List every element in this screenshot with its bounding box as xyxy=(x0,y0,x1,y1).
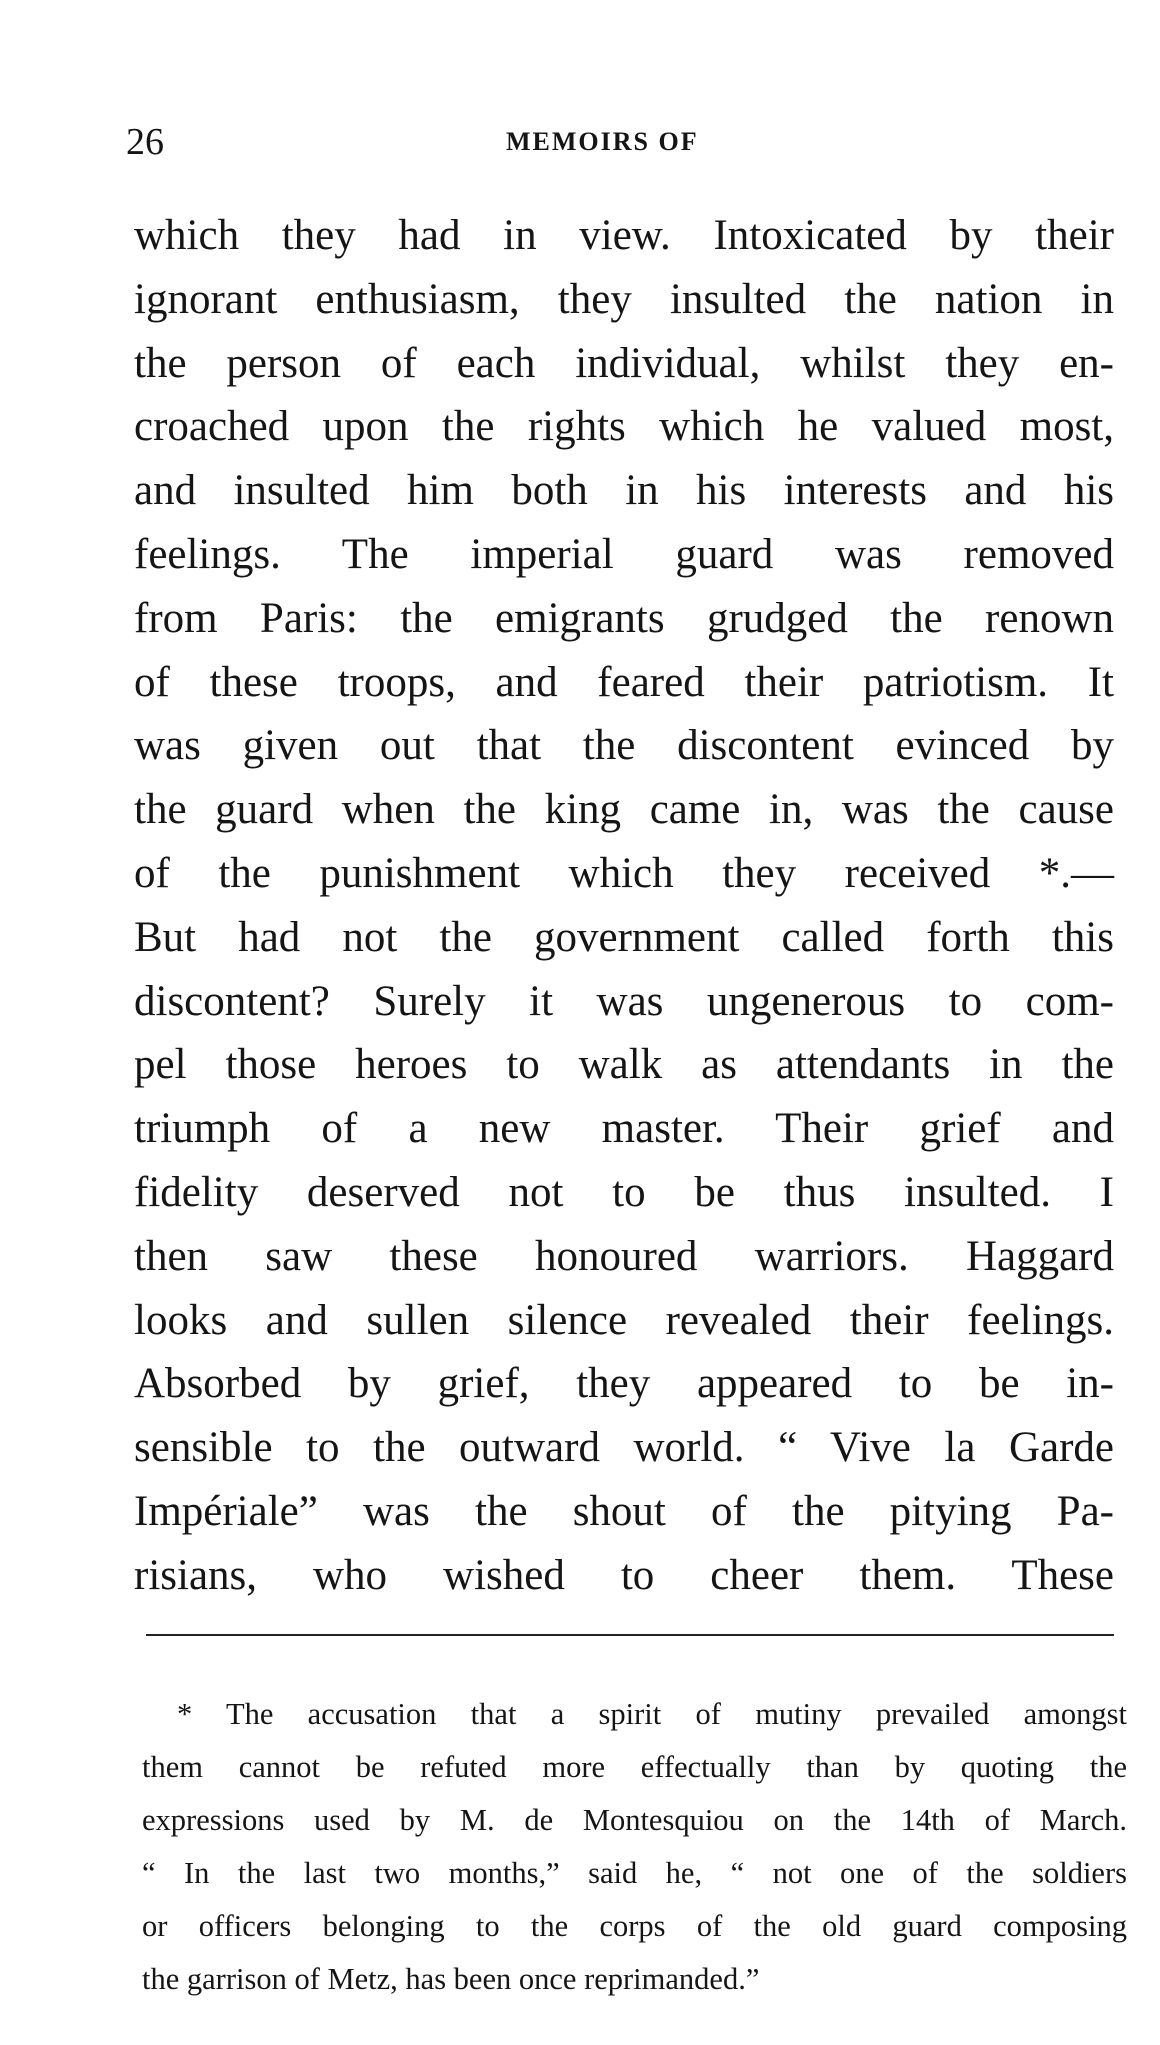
body-line: ignorant enthusiasm, they insulted the nation in xyxy=(134,275,1114,323)
footnote-line: “ In the last two months,” said he, “ not one of the soldiers xyxy=(142,1856,1127,1890)
body-line: triumph of a new master. Their grief and xyxy=(134,1105,1114,1153)
body-line: the person of each individual, whilst they en- xyxy=(134,339,1114,387)
body-text xyxy=(134,204,1114,1608)
body-line: and insulted him both in his interests and his xyxy=(134,467,1114,515)
body-line: croached upon the rights which he valued most, xyxy=(134,403,1114,451)
body-line: feelings. The imperial guard was removed xyxy=(134,530,1114,578)
body-line: which they had in view. Intoxicated by their xyxy=(134,212,1114,259)
footnote-line: or officers belonging to the corps of the old guard composing xyxy=(142,1909,1127,1943)
body-line: Absorbed by grief, they appeared to be in- xyxy=(134,1360,1114,1408)
body-line: looks and sullen silence revealed their feelings. xyxy=(134,1296,1114,1344)
body-line: risians, who wished to cheer them. These xyxy=(134,1551,1114,1599)
body-line: fidelity deserved not to be thus insulted. I xyxy=(134,1168,1114,1216)
page-number: 26 xyxy=(126,121,164,163)
footnote-divider xyxy=(146,1634,1114,1636)
body-line: of these troops, and feared their patriotism. It xyxy=(134,658,1114,706)
footnote-line: expressions used by M. de Montesquiou on the 14th of March. xyxy=(142,1803,1127,1837)
body-line: was given out that the discontent evinced by xyxy=(134,722,1114,770)
body-line: of the punishment which they received *.— xyxy=(134,849,1114,897)
running-head: MEMOIRS OF xyxy=(506,127,699,156)
body-line: from Paris: the emigrants grudged the renown xyxy=(134,594,1114,642)
footnote-line: * The accusation that a spirit of mutiny prevailed amongst xyxy=(177,1697,1127,1731)
footnote xyxy=(142,1688,1127,2006)
body-line: But had not the government called forth this xyxy=(134,913,1114,961)
body-line: Impériale” was the shout of the pitying Pa- xyxy=(134,1487,1114,1535)
body-line: the guard when the king came in, was the cause xyxy=(134,786,1114,834)
body-line: discontent? Surely it was ungenerous to com- xyxy=(134,977,1114,1025)
page-header xyxy=(126,112,1126,172)
footnote-line: them cannot be refuted more effectually than by quoting the xyxy=(142,1750,1127,1784)
footnote-line: the garrison of Metz, has been once reprimanded.” xyxy=(142,1962,760,1996)
body-line: pel those heroes to walk as attendants in the xyxy=(134,1041,1114,1089)
body-line: sensible to the outward world. “ Vive la Garde xyxy=(134,1424,1114,1472)
body-line: then saw these honoured warriors. Haggard xyxy=(134,1232,1114,1280)
